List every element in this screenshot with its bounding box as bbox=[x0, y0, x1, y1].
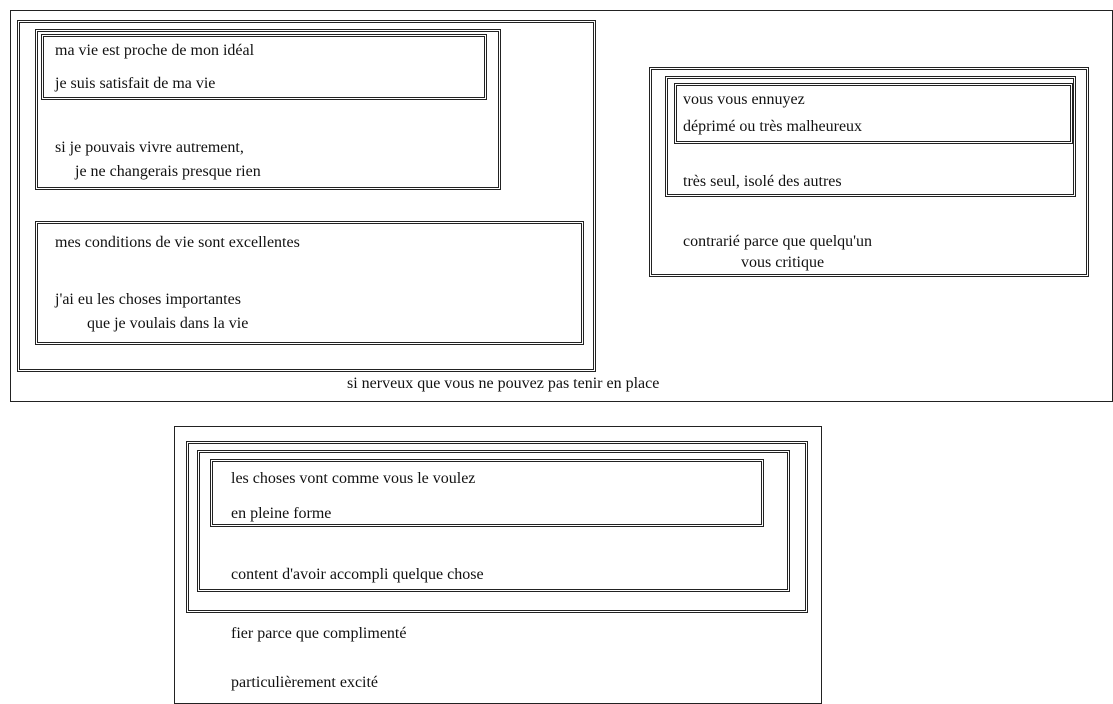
bottom-outer-item: particulièrement excité bbox=[231, 674, 379, 691]
bottom-core-item-2: en pleine forme bbox=[231, 505, 332, 522]
bottom-core-item-1: les choses vont comme vous le voulez bbox=[231, 470, 476, 487]
left-lower-item-2-line-1: j'ai eu les choses importantes bbox=[55, 291, 241, 308]
left-core-item-2: je suis satisfait de ma vie bbox=[55, 75, 216, 92]
left-mid-item-line-1: si je pouvais vivre autrement, bbox=[55, 139, 244, 156]
bottom-mid-item: content d'avoir accompli quelque chose bbox=[231, 566, 484, 583]
bottom-second-item: fier parce que complimenté bbox=[231, 625, 407, 642]
left-core-item-1: ma vie est proche de mon idéal bbox=[55, 42, 255, 59]
right-outer-item-line-2: vous critique bbox=[741, 254, 825, 271]
right-core-item-2: déprimé ou très malheureux bbox=[683, 118, 863, 135]
right-mid-item: très seul, isolé des autres bbox=[683, 173, 842, 190]
top-outer-caption: si nerveux que vous ne pouvez pas tenir en place bbox=[347, 375, 660, 392]
right-core-item-1: vous vous ennuyez bbox=[683, 91, 805, 108]
left-mid-item-line-2: je ne changerais presque rien bbox=[75, 163, 261, 180]
left-lower-item-1: mes conditions de vie sont excellentes bbox=[55, 234, 300, 251]
left-lower-item-2-line-2: que je voulais dans la vie bbox=[87, 315, 249, 332]
right-outer-item-line-1: contrarié parce que quelqu'un bbox=[683, 233, 873, 250]
